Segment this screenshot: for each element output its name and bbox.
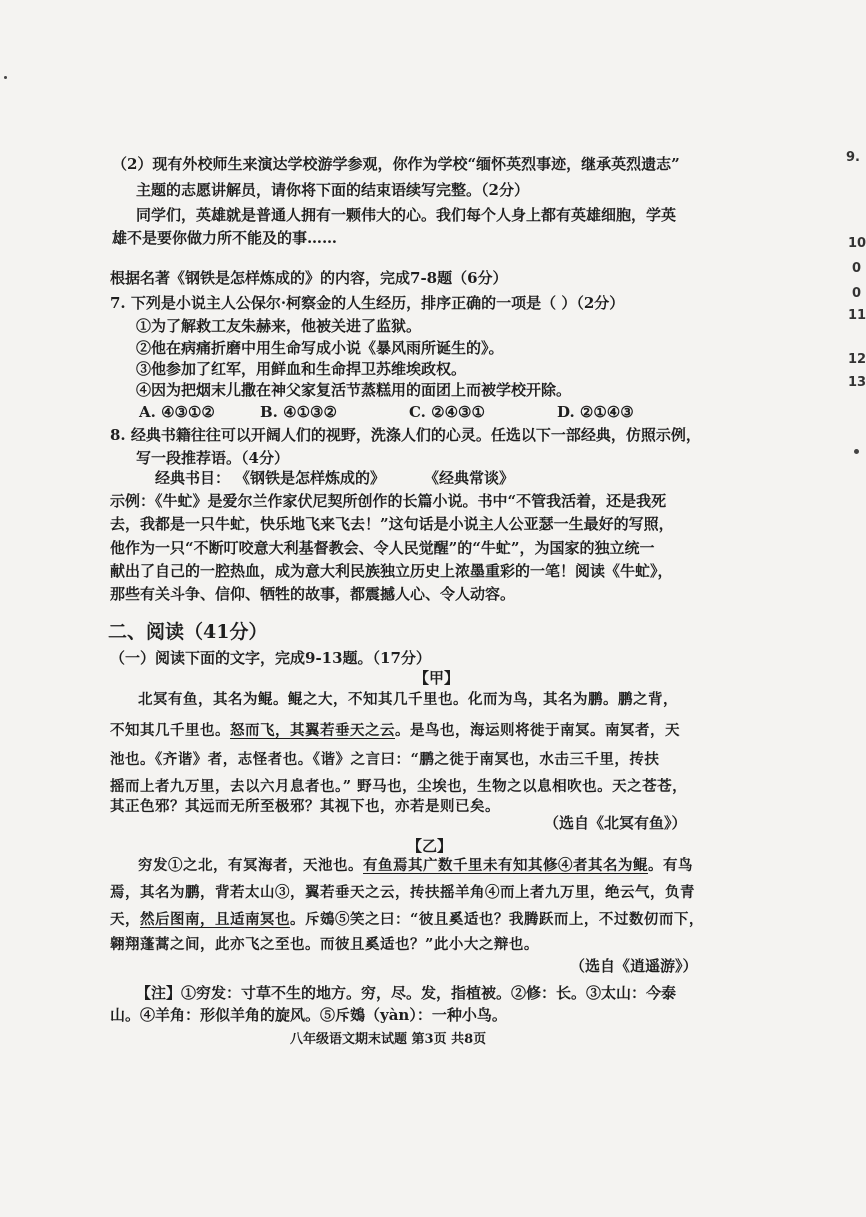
margin-fragment: 12 xyxy=(848,352,866,367)
scan-speck xyxy=(854,449,859,454)
example-line: 他作为一只“不断叮咬意大利基督教会、令人民觉醒”的“牛虻”，为国家的独立统一 xyxy=(110,539,655,557)
section-subtitle: （一）阅读下面的文字，完成9-13题。（17分） xyxy=(110,649,431,667)
question-8-stem: 8. 经典书籍往往可以开阔人们的视野，洗涤人们的心灵。任选以下一部经典，仿照示例， xyxy=(110,426,701,444)
passage-jia-line: 北冥有鱼，其名为鲲。鲲之大，不知其几千里也。化而为鸟，其名为鹏。鹏之背， xyxy=(138,691,678,708)
passage-yi-text: 。斥鴳⑤笑之曰：“彼且奚适也？我腾跃而上，不过数仞而下， xyxy=(290,911,704,928)
books-label: 经典书目： xyxy=(155,469,231,487)
margin-fragment: 9. xyxy=(846,150,860,165)
margin-fragment: 10 xyxy=(848,236,866,251)
passage-jia-line: 其正色邪？其远而无所至极邪？其视下也，亦若是则已矣。 xyxy=(110,798,500,815)
underlined-sentence: 怒而飞，其翼若垂天之云 xyxy=(230,722,395,739)
example-line: 示例：《牛虻》是爱尔兰作家伏尼契所创作的长篇小说。书中“不管我活着，还是我死 xyxy=(110,492,667,510)
question-2-line4: 雄不是要你做力所不能及的事…… xyxy=(112,229,338,247)
question-7-option-c: C. ②④③① xyxy=(409,403,485,421)
underlined-sentence: 然后图南，且适南冥也 xyxy=(140,911,290,928)
question-7-option-a: A. ④③①② xyxy=(139,403,215,421)
passage-jia-line: 池也。《齐谐》者，志怪者也。《谐》之言曰：“鹏之徙于南冥也，水击三千里，抟扶 xyxy=(110,751,660,768)
passage-jia-line: 摇而上者九万里，去以六月息者也。” 野马也，尘埃也，生物之以息相吹也。天之苍苍， xyxy=(110,778,688,795)
margin-fragment: 0 xyxy=(852,286,862,301)
example-line: 去，我都是一只牛虻，快乐地飞来飞去！”这句话是小说主人公亚瑟一生最好的写照， xyxy=(110,515,674,533)
example-line: 献出了自己的一腔热血，成为意大利民族独立历史上浓墨重彩的一笔！阅读《牛虻》， xyxy=(110,562,673,580)
book-option-1: 《钢铁是怎样炼成的》 xyxy=(235,469,386,487)
margin-fragment: 0 xyxy=(852,261,862,276)
book-option-2: 《经典常谈》 xyxy=(424,469,515,487)
passage-jia-text: 不知其几千里也。 xyxy=(110,722,230,739)
margin-fragment: 13 xyxy=(848,375,866,390)
section-title: 二、阅读（41分） xyxy=(108,621,268,643)
passage-yi-line: 焉，其名为鹏，背若太山③，翼若垂天之云，抟扶摇羊角④而上者九万里，绝云气，负青 xyxy=(110,884,695,901)
passage-yi-text: 天， xyxy=(110,911,140,928)
passage-yi-text: 穷发①之北，有冥海者，天池也。 xyxy=(138,857,363,874)
question-8-stem: 写一段推荐语。（4分） xyxy=(136,449,289,467)
notes-line: 【注】①穷发：寸草不生的地方。穷，尽。发，指植被。②修：长。③太山：今泰 xyxy=(136,984,677,1002)
passage-jia-line xyxy=(110,721,680,741)
passage-jia-text: 。是鸟也，海运则将徙于南冥。南冥者，天 xyxy=(395,722,680,739)
book-intro: 根据名著《钢铁是怎样炼成的》的内容，完成7-8题（6分） xyxy=(110,269,508,287)
page-footer: 八年级语文期末试题 第3页 共8页 xyxy=(290,1032,487,1047)
question-2-line2: 主题的志愿讲解员，请你将下面的结束语续写完整。（2分） xyxy=(136,181,529,199)
question-7-stem: 7. 下列是小说主人公保尔·柯察金的人生经历，排序正确的一项是（ ）（2分） xyxy=(110,294,625,312)
question-7-item: ④因为把烟末儿撒在神父家复活节蒸糕用的面团上而被学校开除。 xyxy=(136,381,572,399)
question-2-line1: （2）现有外校师生来演达学校游学参观，你作为学校“缅怀英烈事迹，继承英烈遗志” xyxy=(112,155,680,173)
example-line: 那些有关斗争、信仰、牺牲的故事，都震撼人心、令人动容。 xyxy=(110,585,516,603)
passage-yi-label: 【乙】 xyxy=(407,837,453,855)
question-7-item: ②他在病痛折磨中用生命写成小说《暴风雨所诞生的》。 xyxy=(136,339,504,357)
passage-jia-label: 【甲】 xyxy=(414,669,460,687)
question-7-option-b: B. ④①③② xyxy=(260,403,337,421)
passage-yi-source: （选自《逍遥游》） xyxy=(570,957,698,975)
question-2-line3: 同学们，英雄就是普通人拥有一颗伟大的心。我们每个人身上都有英雄细胞，学英 xyxy=(136,206,677,224)
scan-speck xyxy=(4,76,7,79)
underlined-sentence: 有鱼焉其广数千里未有知其修④者其名为鲲 xyxy=(363,857,648,874)
question-7-option-d: D. ②①④③ xyxy=(557,403,634,421)
passage-yi-text: 。有鸟 xyxy=(648,857,693,874)
notes-line: 山。④羊角：形似羊角的旋风。⑤斥鴳（yàn）：一种小鸟。 xyxy=(110,1006,507,1024)
margin-fragment: 11 xyxy=(848,308,866,323)
passage-jia-source: （选自《北冥有鱼》） xyxy=(544,814,687,832)
question-7-item: ①为了解救工友朱赫来，他被关进了监狱。 xyxy=(136,317,422,335)
passage-yi-line: 翱翔蓬蒿之间，此亦飞之至也。而彼且奚适也？”此小大之辩也。 xyxy=(110,936,539,953)
passage-yi-line xyxy=(138,856,693,876)
question-7-item: ③他参加了红军，用鲜血和生命捍卫苏维埃政权。 xyxy=(136,360,467,378)
passage-yi-line xyxy=(110,910,704,930)
